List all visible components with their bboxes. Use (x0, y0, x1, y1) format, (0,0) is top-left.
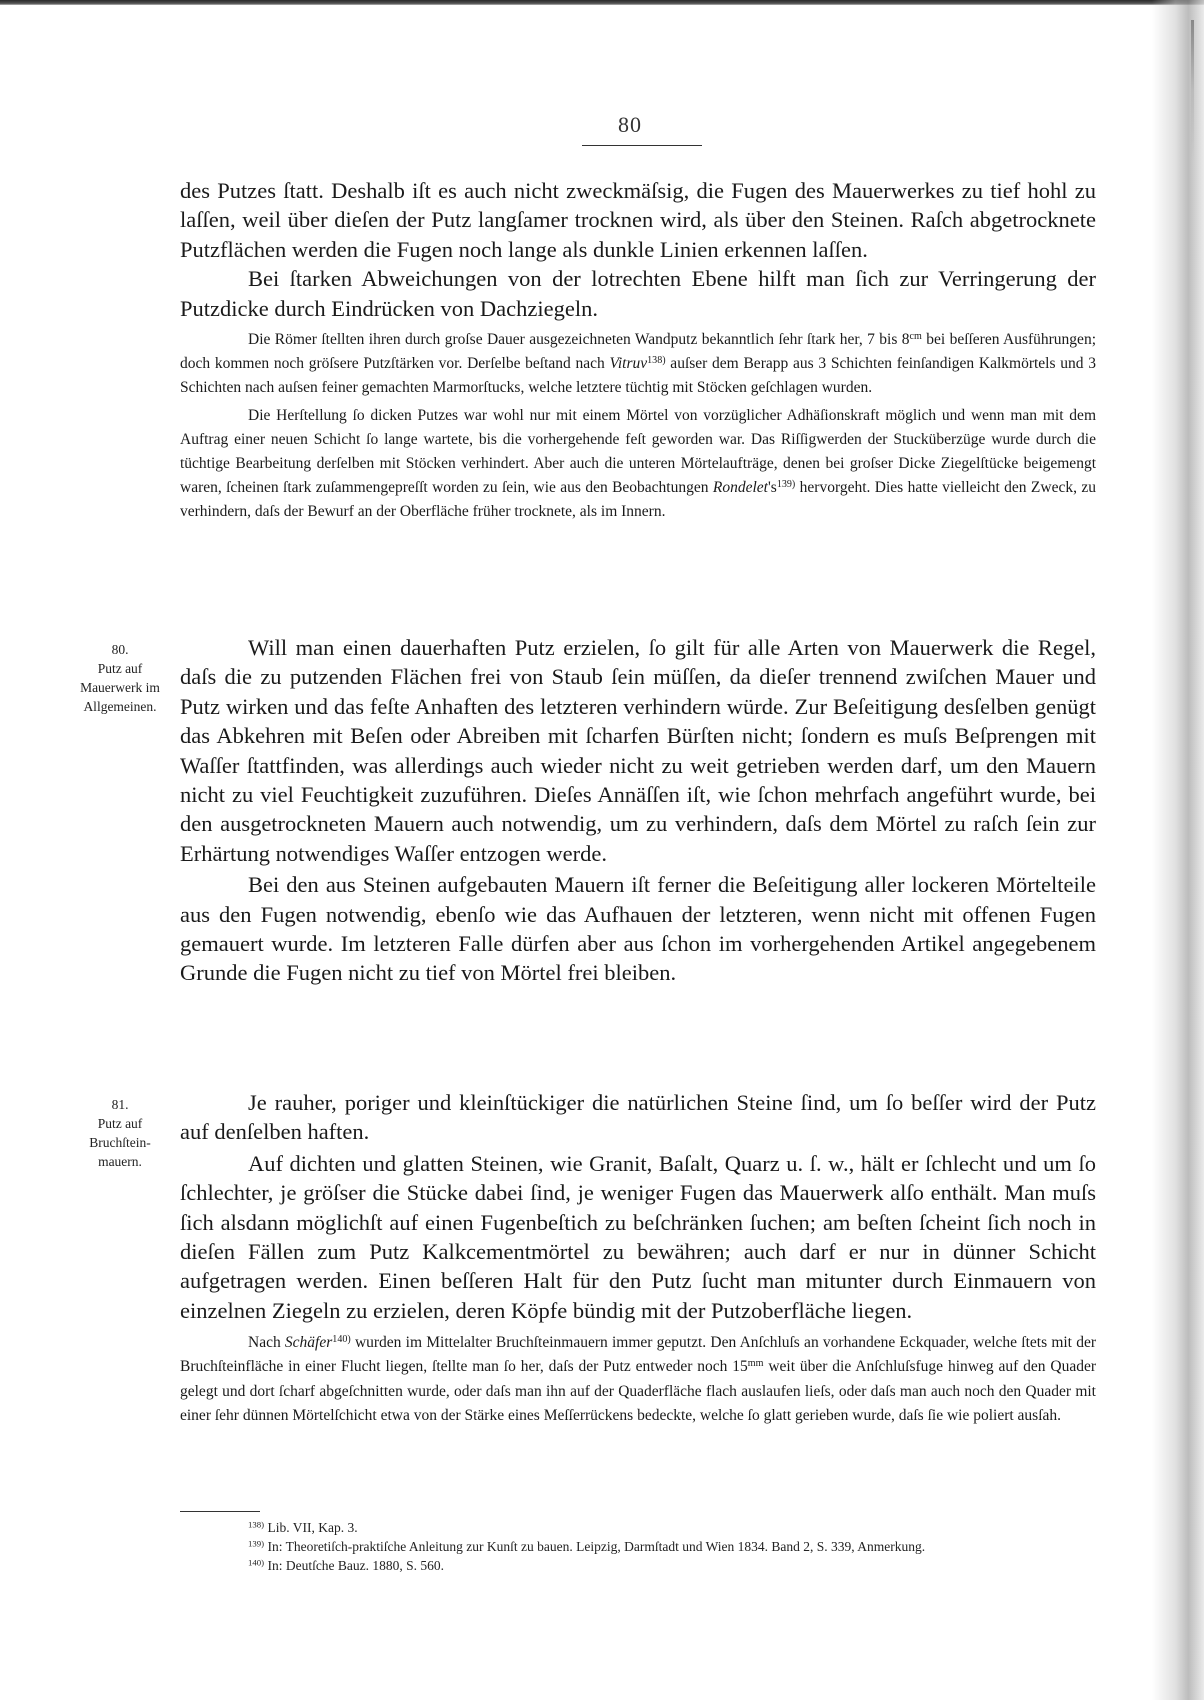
main-column-section-81 (180, 1088, 1096, 1428)
scan-top-edge (0, 0, 1204, 5)
margin-note-number: 80. (111, 642, 129, 657)
smallprint-thick-plaster: Die Herſtellung ſo dicken Putzes war wohl nur mit einem Mörtel von vorzüglicher Adhäſionskraft möglich und wenn man mit dem Auftrag einer neuen Schicht ſo lange wartete, bis die vorhergehende feſt geworden war. Das Riſſigwerden der Stucküberzüge wurde durch die tüchtige Bearbeitung derſelben mit Stöcken verhindert. Aber auch die unteren Mörtelaufträge, denen bei groſser Dicke Ziegelſtücke beigemengt waren, ſcheinen ſtark zuſammengepreſſt worden zu ſein, wie aus den Beobachtungen $Rondelet's^{139)}$ hervorgeht. Dies hatte vielleicht den Zweck, zu verhindern, daſs der Bewurf an der Oberfläche früher trocknete, als im Innern. (180, 406, 1096, 521)
smallprint-roman-plaster: Die Römer ſtellten ihren durch groſse Dauer ausgezeichneten Wandputz bekanntlich ſehr ſtark her, 7 bis $8^{cm}$ bei beſſeren Ausführungen; doch kommen noch gröſsere Putzſtärken vor. Derſelbe beſtand nach Vitruv$^{138)}$ auſser dem Berapp aus 3 Schichten feinſandigen Kalkmörtels und 3 Schichten nach auſsen feiner gemachten Marmorſtucks, welche letztere tüchtig mit Stöcken geſchlagen wurden. (180, 331, 1096, 397)
page-number-rule (582, 145, 702, 146)
paragraph-section-81: Je rauher, poriger und kleinſtückiger die natürlichen Steine ſind, um ſo beſſer wird der Putz auf denſelben haften. (180, 1090, 1096, 1145)
main-column-upper (180, 176, 1096, 525)
main-column-section-80 (180, 633, 1096, 988)
author-schaefer: Schäfer (284, 1334, 333, 1352)
smallprint-schaefer: Nach Schäfer$^{140)}$ wurden im Mittelalter Bruchſteinmauern immer geputzt. Den Anſchluſs an vorhandene Eckquader, welche ſtets mit der Bruchſteinfläche in einer Flucht liegen, ſtellte man ſo her, daſs der Putz entweder noch $15^{mm}$ weit über die Anſchluſsfuge hinweg auf den Quader gelegt und dort ſcharf abgeſchnitten wurde, oder daſs man ihn auf der Quaderfläche flach auslaufen lieſs, oder daſs man auch noch den Quader mit einer ſehr dünnen Mörtelſchicht etwa von der Stärke eines Meſſerrückens bedeckte, welche ſo glatt gerieben wurde, daſs ſie wie poliert ausſah. (180, 1334, 1096, 1424)
paragraph-section-80: Will man einen dauerhaften Putz erzielen, ſo gilt für alle Arten von Mauerwerk die Regel, daſs die zu putzenden Flächen frei von Staub ſein müſſen, da dieſer trennend zwiſchen Mauer und Putz wirken und das feſte Anhaften des letzteren verhindern würde. Zur Beſeitigung desſelben genügt das Abkehren mit Beſen oder Abreiben mit ſcharfen Bürſten nicht; ſondern es muſs Beſprengen mit Waſſer ſtattfinden, was allerdings auch wieder nicht zu weit getrieben werden darf, um den Mauern nicht zu viel Feuchtigkeit zuzuführen. Dieſes Annäſſen iſt, wie ſchon mehrfach angeführt wurde, bei den ausgetrockneten Mauern auch notwendig, um zu verhindern, daſs dem Mörtel zu raſch ſein zur Erhärtung notwendiges Waſſer entzogen werde. (180, 635, 1096, 866)
author-vitruv: Vitruv (609, 355, 648, 373)
footnote-140: $^{140)}$ In: Deutſche Bauz. 1880, S. 560. (248, 1557, 445, 1573)
footnote-ref-139[interactable]: 139) (776, 479, 796, 491)
paragraph-loose-mortar: Bei den aus Steinen aufgebauten Mauern iſt ferner die Beſeitigung aller lockeren Mörtelteile aus den Fugen notwendig, ebenſo wie das Aufhauen der letzteren, wenn nicht mit offenen Fugen gemauert wurde. Im letzteren Falle dürfen aber aus ſchon im vorhergehenden Artikel angegebenem Grunde die Fugen nicht zu tief von Mörtel frei bleiben. (180, 872, 1096, 986)
footnotes (180, 1518, 1096, 1575)
paragraph-dense-stones: Auf dichten und glatten Steinen, wie Granit, Baſalt, Quarz u. ſ. w., hält er ſchlecht und um ſo ſchlechter, je gröſser die Stücke dabei ſind, je weniger Fugen das Mauerwerk alſo enthält. Man muſs ſich alsdann möglichſt auf einen Fugenbeſtich zu beſchränken ſuchen; am beſten ſcheint ſich noch in dieſen Fällen zum Putz Kalkcementmörtel zu bewähren; auch darf er nur in dünner Schicht aufgetragen werden. Einen beſſeren Halt für den Putz ſucht man mitunter durch Einmauern von einzelnen Ziegeln zu erzielen, deren Köpfe bündig mit der Putzoberfläche liegen. (180, 1150, 1096, 1323)
footnote-139: $^{139)}$ In: Theoretiſch-praktiſche Anleitung zur Kunſt zu bauen. Leipzig, Darmſtadt und Wien 1834. Band 2, S. 339, Anmerkung. (248, 1538, 926, 1554)
margin-note-81: 81. Putz auf Bruchſtein- mauern. (62, 1095, 178, 1171)
author-rondelet: Rondelet (712, 479, 768, 497)
paragraph-continued: des Putzes ſtatt. Deshalb iſt es auch nicht zweckmäſsig, die Fugen des Mauerwerkes zu tief hohl zu laſſen, weil über dieſen der Putz langſamer trocknen wird, als über den Steinen. Raſch abgetrocknete Putzflächen werden die Fugen noch lange als dunkle Linien erkennen laſſen. (180, 178, 1096, 262)
unit-cm: cm (909, 331, 922, 342)
paragraph-deviations: Bei ſtarken Abweichungen von der lotrechten Ebene hilft man ſich zur Verringerung der Putzdicke durch Eindrücken von Dachziegeln. (180, 266, 1096, 321)
page-number: 80 (618, 112, 642, 137)
margin-note-number: 81. (111, 1097, 129, 1112)
scan-page-crease (1191, 20, 1194, 160)
footnote-ref-138[interactable]: 138) (647, 355, 666, 367)
footnote-ref-140[interactable]: 140) (332, 1334, 351, 1346)
footnote-rule (180, 1511, 260, 1512)
margin-note-80: 80. Putz auf Mauerwerk im Allgemeinen. (62, 640, 178, 716)
footnote-138: $^{138)}$ Lib. VII, Kap. 3. (248, 1519, 358, 1535)
scan-gutter-shadow (1152, 0, 1204, 1700)
unit-mm: mm (747, 1358, 764, 1370)
